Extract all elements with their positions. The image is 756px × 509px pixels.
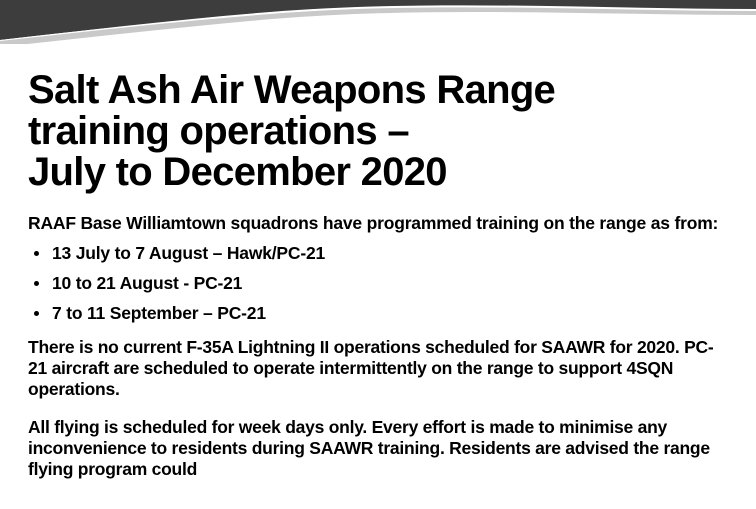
page-title — [28, 70, 728, 193]
document-content — [0, 46, 756, 480]
list-item — [28, 273, 728, 294]
list-item — [28, 303, 728, 324]
bullet-dot-icon — [34, 311, 39, 316]
bullet-dot-icon — [34, 281, 39, 286]
list-item-emphasis: PC-21 — [217, 303, 266, 323]
list-item-emphasis: Hawk/PC-21 — [226, 243, 326, 263]
title-line-1: Salt Ash Air Weapons Range — [28, 68, 556, 112]
bullet-dot-icon — [34, 251, 39, 256]
title-line-3: July to December 2020 — [28, 150, 447, 194]
body-paragraph-2: All flying is scheduled for week days only. Every effort is made to minimise any inconvenience to residents during SAAWR training. Residents are advised the range flying program could — [28, 417, 710, 479]
body-paragraph-1: There is no current F-35A Lightning II operations scheduled for SAAWR for 2020. PC-21 aircraft are scheduled to operate intermittently on the range to support 4SQN operations. — [28, 337, 714, 399]
title-line-2: training operations – — [28, 109, 409, 153]
intro-paragraph: RAAF Base Williamtown squadrons have programmed training on the range as from: — [28, 213, 719, 233]
list-item — [28, 243, 728, 264]
list-item-text: 10 to 21 August - — [52, 273, 194, 293]
list-item-text: 13 July to 7 August – — [52, 243, 227, 263]
list-item-emphasis: PC-21 — [193, 273, 243, 293]
list-item-text: 7 to 11 September – — [52, 303, 218, 323]
header-swoosh-graphic — [0, 0, 756, 46]
training-schedule-list — [28, 243, 728, 324]
